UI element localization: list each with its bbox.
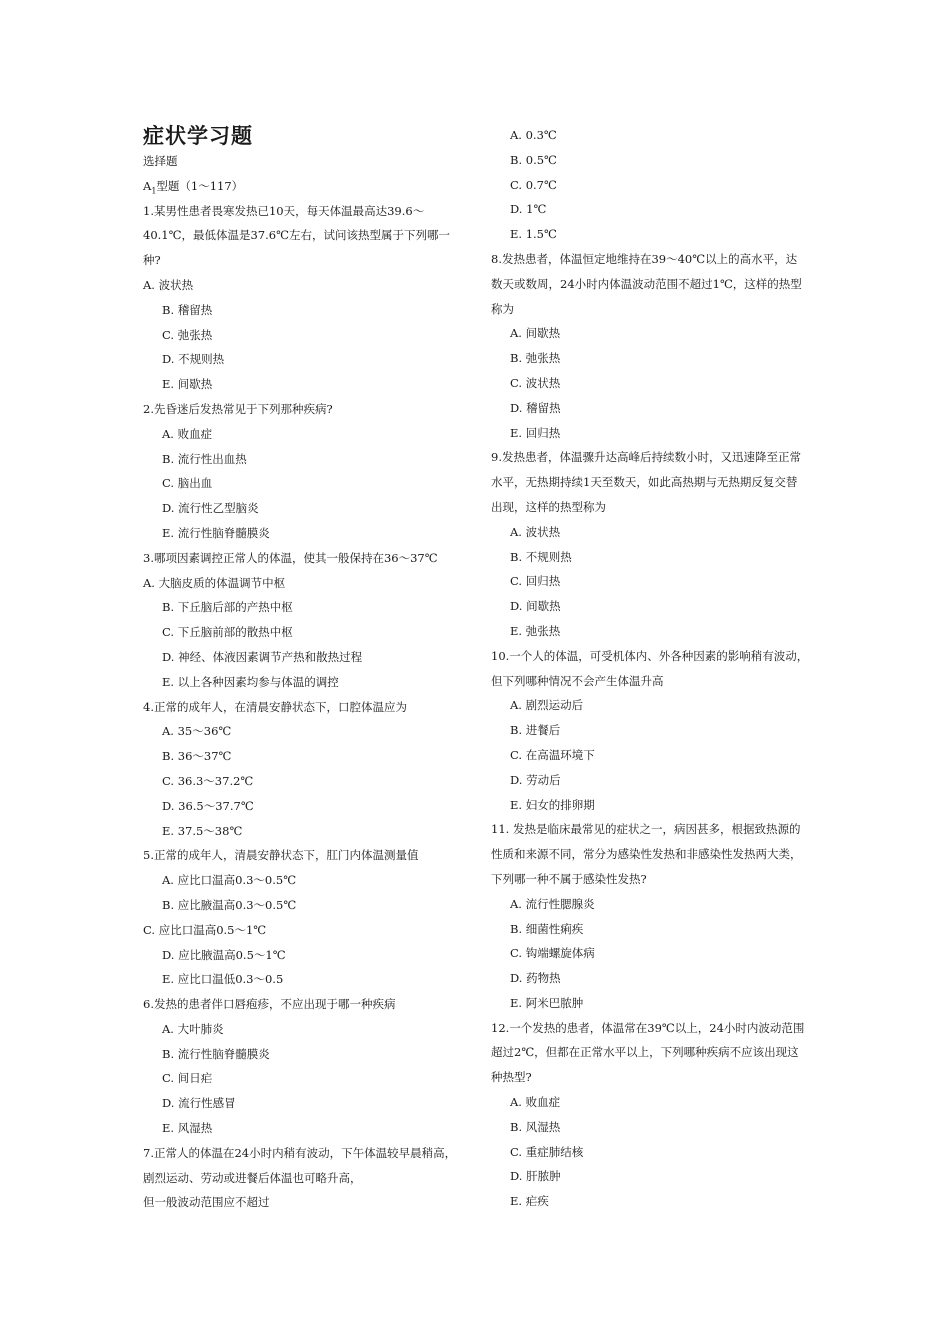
question-text: 种热型?	[491, 1070, 532, 1085]
answer-option: E. 应比口温低0.3～0.5	[162, 972, 284, 987]
question-text: 7.正常人的体温在24小时内稍有波动，下午体温较早晨稍高，	[143, 1145, 457, 1160]
answer-option: E. 弛张热	[510, 623, 561, 638]
answer-option: C. 下丘脑前部的散热中枢	[162, 625, 293, 640]
answer-option: E. 以上各种因素均参与体温的调控	[162, 674, 339, 689]
answer-option: A. 间歇热	[510, 326, 561, 341]
answer-option: D. 劳动后	[510, 772, 561, 787]
question-text: 称为	[491, 301, 514, 316]
question-text: 1.某男性患者畏寒发热已10天，每天体温最高达39.6～	[143, 203, 425, 218]
question-text: 4.正常的成年人，在清晨安静状态下，口腔体温应为	[143, 699, 407, 714]
answer-option: D. 36.5～37.7℃	[162, 798, 254, 813]
question-text: 剧烈运动、劳动或进餐后体温也可略升高，	[143, 1170, 362, 1185]
answer-option: A. 应比口温高0.3～0.5℃	[162, 873, 297, 888]
question-text: 10.一个人的体温，可受机体内、外各种因素的影响稍有波动，	[491, 648, 809, 663]
answer-option: B. 下丘脑后部的产热中枢	[162, 600, 293, 615]
answer-option: D. 药物热	[510, 971, 561, 986]
question-text: 种?	[143, 253, 161, 268]
answer-option: B. 36～37℃	[162, 749, 232, 764]
answer-option: C. 0.7℃	[510, 177, 557, 192]
answer-option: D. 肝脓肿	[510, 1169, 561, 1184]
answer-option: A. 波状热	[510, 524, 561, 539]
answer-option: D. 1℃	[510, 202, 547, 217]
answer-option: E. 妇女的排卵期	[510, 797, 595, 812]
answer-option: B. 弛张热	[510, 351, 561, 366]
answer-option: A. 0.3℃	[510, 128, 557, 142]
answer-option: B. 流行性脑脊髓膜炎	[162, 1046, 270, 1061]
question-text: 2.先昏迷后发热常见于下列那种疾病?	[143, 401, 333, 416]
question-text: 5.正常的成年人，清晨安静状态下，肛门内体温测量值	[143, 848, 419, 863]
answer-option: C. 钩端螺旋体病	[510, 946, 595, 961]
question-text: 6.发热的患者伴口唇疱疹，不应出现于哪一种疾病	[143, 997, 396, 1012]
answer-option: D. 应比腋温高0.5～1℃	[162, 947, 286, 962]
answer-option: B. 进餐后	[510, 723, 561, 738]
question-text: 水平，无热期持续1天至数天，如此高热期与无热期反复交替	[491, 475, 798, 490]
answer-option: A. 败血症	[510, 1095, 561, 1110]
answer-option: C. 脑出血	[162, 476, 213, 491]
question-text: 但一般波动范围应不超过	[143, 1195, 270, 1210]
answer-option: E. 1.5℃	[510, 227, 557, 242]
answer-option: D. 流行性感冒	[162, 1096, 236, 1111]
answer-option: E. 风湿热	[162, 1121, 213, 1136]
answer-option: A. 波状热	[143, 277, 194, 292]
question-text: 3.哪项因素调控正常人的体温，使其一般保持在36～37℃	[143, 550, 438, 565]
answer-option: D. 间歇热	[510, 599, 561, 614]
type-range: 型题（1～117）	[156, 178, 244, 193]
answer-option: B. 不规则热	[510, 549, 572, 564]
answer-option: B. 细菌性痢疾	[510, 921, 584, 936]
answer-option: A. 流行性腮腺炎	[510, 896, 595, 911]
question-text: 40.1℃，最低体温是37.6℃左右，试问该热型属于下列哪一	[143, 228, 450, 243]
answer-option: B. 应比腋温高0.3～0.5℃	[162, 897, 297, 912]
answer-option: D. 稽留热	[510, 400, 561, 415]
right-column	[491, 123, 821, 1214]
answer-option: C. 弛张热	[162, 327, 213, 342]
answer-option: A. 剧烈运动后	[510, 698, 584, 713]
answer-option: C. 间日疟	[162, 1071, 213, 1086]
question-text: 8.发热患者，体温恒定地维持在39～40℃以上的高水平，达	[491, 251, 798, 266]
question-type-heading	[143, 174, 473, 199]
answer-option: C. 在高温环境下	[510, 747, 595, 762]
type-prefix: A	[143, 178, 152, 193]
answer-option: C. 波状热	[510, 375, 561, 390]
answer-option: A. 35～36℃	[162, 724, 232, 739]
answer-option: D. 神经、体液因素调节产热和散热过程	[162, 649, 363, 664]
answer-option: B. 流行性出血热	[162, 451, 247, 466]
type-subscript: 1	[151, 186, 157, 196]
answer-option: E. 回归热	[510, 425, 561, 440]
answer-option: E. 阿米巴脓肿	[510, 995, 584, 1010]
page-title: 症状学习题	[143, 124, 253, 148]
question-text: 但下列哪种情况不会产生体温升高	[491, 673, 664, 688]
section-heading: 选择题	[143, 154, 178, 168]
question-text: 下列哪一种不属于感染性发热?	[491, 871, 647, 886]
answer-option: C. 应比口温高0.5～1℃	[143, 922, 267, 937]
question-text: 12.一个发热的患者，体温常在39℃以上，24小时内波动范围	[491, 1020, 805, 1035]
answer-option: E. 疟疾	[510, 1194, 549, 1209]
answer-option: B. 0.5℃	[510, 152, 557, 167]
question-text: 出现，这样的热型称为	[491, 499, 606, 514]
question-text: 数天或数周，24小时内体温波动范围不超过1℃，这样的热型	[491, 276, 802, 291]
question-text: 性质和来源不同，常分为感染性发热和非感染性发热两大类，	[491, 847, 802, 862]
answer-option: E. 流行性脑脊髓膜炎	[162, 525, 270, 540]
answer-option: D. 不规则热	[162, 352, 225, 367]
question-text: 超过2℃，但都在正常水平以上，下列哪种疾病不应该出现这	[491, 1045, 799, 1060]
answer-option: D. 流行性乙型脑炎	[162, 501, 259, 516]
answer-option: E. 37.5～38℃	[162, 823, 243, 838]
question-text: 9.发热患者，体温骤升达高峰后持续数小时，又迅速降至正常	[491, 450, 801, 465]
answer-option: B. 稽留热	[162, 302, 213, 317]
answer-option: A. 败血症	[162, 426, 213, 441]
answer-option: C. 36.3～37.2℃	[162, 773, 254, 788]
question-text: 11. 发热是临床最常见的症状之一，病因甚多，根据致热源的	[491, 822, 801, 837]
answer-option: A. 大脑皮质的体温调节中枢	[143, 575, 286, 590]
answer-option: C. 重症肺结核	[510, 1144, 584, 1159]
answer-option: C. 回归热	[510, 574, 561, 589]
answer-option: A. 大叶肺炎	[162, 1021, 224, 1036]
left-column	[143, 123, 473, 1215]
answer-option: E. 间歇热	[162, 377, 213, 392]
answer-option: B. 风湿热	[510, 1119, 561, 1134]
